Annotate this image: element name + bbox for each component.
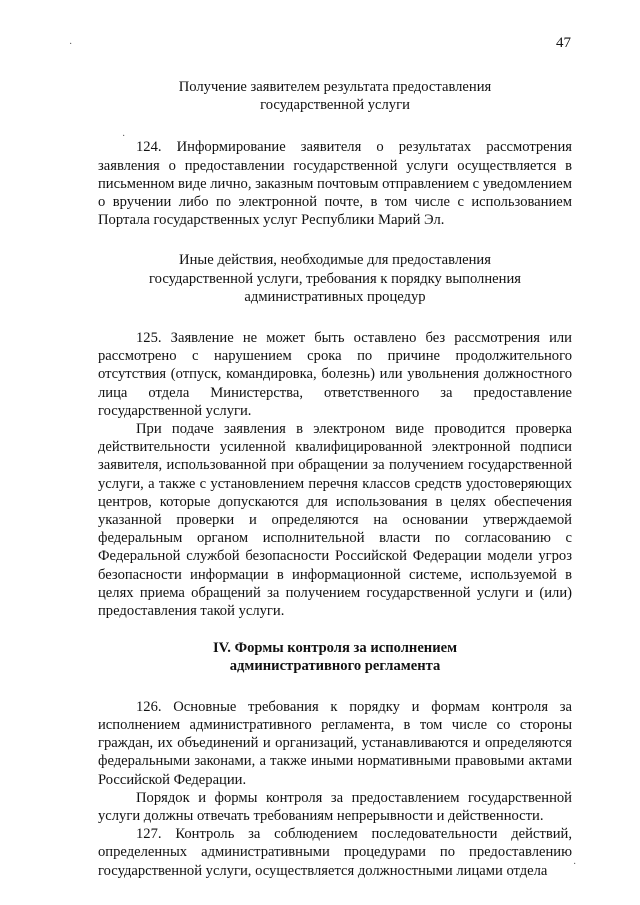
heading-other-actions <box>98 251 572 306</box>
heading-line: государственной услуги, требования к порядку выполнения <box>149 270 521 287</box>
scan-speck: · <box>122 131 126 142</box>
paragraph-124: 124. Информирование заявителя о результатах рассмотрения заявления о предоставлении государственной услуги осуществляется в письменном виде лично, заказным почтовым отправлением с уведомлением о вручении либо по электронной почте, в том числе с использованием Портала государственных услуг Республики Марий Эл. <box>98 139 572 229</box>
paragraph-125: 125. Заявление не может быть оставлено без рассмотрения или рассмотрено с нарушением срока по причине продолжительного отсутствия (отпуск, командировка, болезнь) или увольнения должностного лица отдела Министерства, ответственного за предоставление государственной услуги. <box>98 330 572 419</box>
heading-receiving-result <box>98 78 572 114</box>
paragraph-126: 126. Основные требования к порядку и формам контроля за исполнением административного регламента, в том числе со стороны граждан, их объединений и организаций, устанавливаются и определяются федеральными законами, а также иными нормативными правовыми актами Российской Федерации. <box>98 698 572 788</box>
heading-line: Получение заявителем результата предоставления <box>178 79 492 95</box>
paragraph-126-control-order: Порядок и формы контроля за предоставлением государственной услуги должны отвечать требованиям непрерывности и действенности. <box>98 789 572 824</box>
heading-line: государственной услуги <box>260 97 410 114</box>
page-number: 47 <box>556 35 571 51</box>
heading-line: административного регламента <box>229 658 441 675</box>
paragraph-127: 127. Контроль за соблюдением последовательности действий, определенных административными процедурами по предоставлению государственной услуги, осуществляется должностными лицами отдела <box>98 826 572 879</box>
heading-line: IV. Формы контроля за исполнением <box>212 640 458 657</box>
document-body <box>98 78 572 880</box>
paragraph-125-signature-check: При подаче заявления в электроном виде проводится проверка действительности усиленной квалифицированной электронной подписи заявителя, использованной при обращении за получением государственной услуги, а также с установлением перечня классов средств удостоверяющих центров, которые допускаются для использования в целях обеспечения указанной проверки и определяются на основании утверждаемой федеральным органом исполнительной власти по согласованию с Федеральной службой безопасности Российской Федерации модели угроз безопасности информации в информационной системе, используемой в целях приема обращений за получением государственной услуги и (или) предоставления такой услуги. <box>98 421 572 620</box>
heading-line: Иные действия, необходимые для предоставления <box>179 252 491 269</box>
heading-section-iv <box>98 639 572 675</box>
heading-line: административных процедур <box>244 288 426 305</box>
scan-speck: · <box>69 39 73 50</box>
scan-speck: · <box>573 859 577 870</box>
